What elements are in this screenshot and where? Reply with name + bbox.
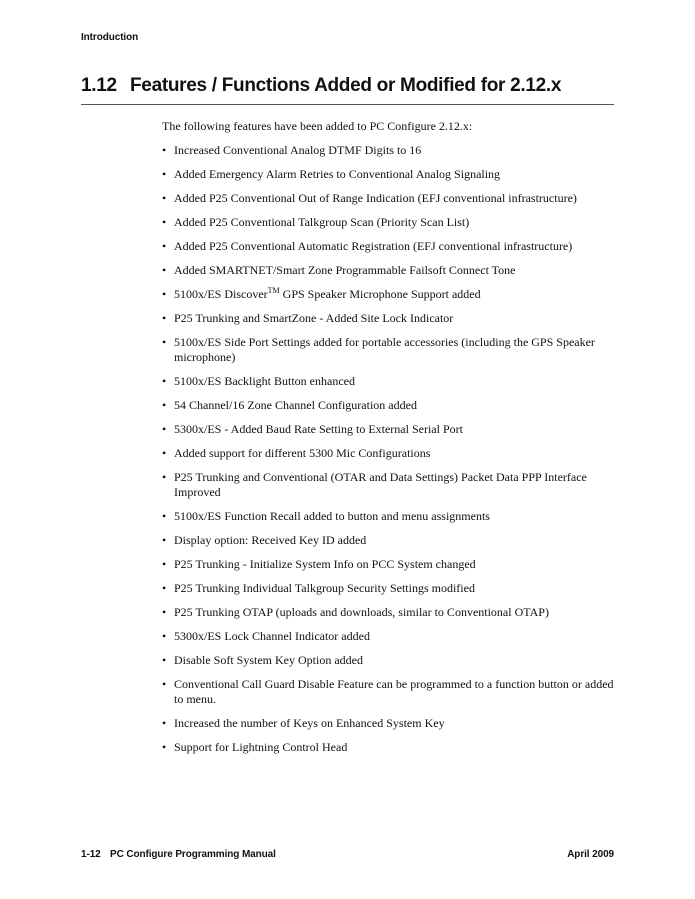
list-item <box>162 716 614 731</box>
list-item-text: P25 Trunking OTAP (uploads and downloads, similar to Conventional OTAP) <box>174 605 549 619</box>
list-item-text: P25 Trunking and Conventional (OTAR and Data Settings) Packet Data PPP Interface Improved <box>174 470 587 499</box>
list-item <box>162 533 614 548</box>
footer-left <box>81 849 276 860</box>
list-item-text-pre: 5100x/ES Discover <box>174 287 268 301</box>
list-item-text: Added P25 Conventional Talkgroup Scan (Priority Scan List) <box>174 215 470 229</box>
feature-list <box>162 143 614 755</box>
bullet-glyph: • <box>162 581 167 595</box>
bullet-glyph: • <box>162 335 167 349</box>
bullet-glyph: • <box>162 167 167 181</box>
bullet-glyph: • <box>162 263 167 277</box>
list-item-text: Added SMARTNET/Smart Zone Programmable Failsoft Connect Tone <box>174 263 516 277</box>
bullet-glyph: • <box>162 446 167 460</box>
section-title: Features / Functions Added or Modified for 2.12.x <box>130 75 562 96</box>
list-item-text: Added P25 Conventional Automatic Registration (EFJ conventional infrastructure) <box>174 239 573 253</box>
list-item-text: Conventional Call Guard Disable Feature can be programmed to a function button or added to menu. <box>174 677 614 706</box>
bullet-glyph: • <box>162 557 167 571</box>
bullet-glyph: • <box>162 311 167 325</box>
list-item-text: Disable Soft System Key Option added <box>174 653 363 667</box>
list-item <box>162 398 614 413</box>
section-body <box>162 119 614 764</box>
list-item-text: 5100x/ES Function Recall added to button and menu assignments <box>174 509 490 523</box>
list-item-text: Increased Conventional Analog DTMF Digits to 16 <box>174 143 422 157</box>
list-item-text: P25 Trunking - Initialize System Info on PCC System changed <box>174 557 476 571</box>
list-item <box>162 143 614 158</box>
list-item-text: P25 Trunking Individual Talkgroup Security Settings modified <box>174 581 475 595</box>
bullet-glyph: • <box>162 422 167 436</box>
heading-rule <box>81 104 614 105</box>
list-item <box>162 422 614 437</box>
running-header: Introduction <box>81 32 139 43</box>
section-heading <box>81 75 614 97</box>
list-item-text: 5300x/ES Lock Channel Indicator added <box>174 629 370 643</box>
list-item-text: 5100x/ES Side Port Settings added for portable accessories (including the GPS Speaker microphone) <box>174 335 595 364</box>
list-item <box>162 191 614 206</box>
bullet-glyph: • <box>162 740 167 754</box>
list-item <box>162 335 614 365</box>
bullet-glyph: • <box>162 509 167 523</box>
list-item <box>162 740 614 755</box>
list-item <box>162 557 614 572</box>
bullet-glyph: • <box>162 716 167 730</box>
list-item-text: P25 Trunking and SmartZone - Added Site Lock Indicator <box>174 311 454 325</box>
bullet-glyph: • <box>162 287 167 301</box>
bullet-glyph: • <box>162 239 167 253</box>
list-item <box>162 287 614 302</box>
bullet-glyph: • <box>162 191 167 205</box>
bullet-glyph: • <box>162 677 167 691</box>
list-item-text: Display option: Received Key ID added <box>174 533 367 547</box>
page-number: 1-12 <box>81 849 101 860</box>
list-item-text: Increased the number of Keys on Enhanced System Key <box>174 716 445 730</box>
list-item-text: 54 Channel/16 Zone Channel Configuration added <box>174 398 417 412</box>
list-item <box>162 374 614 389</box>
list-item <box>162 167 614 182</box>
list-item <box>162 311 614 326</box>
list-item-text: Added P25 Conventional Out of Range Indication (EFJ conventional infrastructure) <box>174 191 577 205</box>
list-item <box>162 605 614 620</box>
list-item-text: Support for Lightning Control Head <box>174 740 348 754</box>
footer-date: April 2009 <box>567 849 614 860</box>
bullet-glyph: • <box>162 398 167 412</box>
list-item <box>162 581 614 596</box>
list-item <box>162 215 614 230</box>
list-item-text: 5300x/ES - Added Baud Rate Setting to External Serial Port <box>174 422 463 436</box>
list-item <box>162 509 614 524</box>
list-item <box>162 446 614 461</box>
bullet-glyph: • <box>162 533 167 547</box>
list-item <box>162 677 614 707</box>
bullet-glyph: • <box>162 605 167 619</box>
list-item-text-post: GPS Speaker Microphone Support added <box>279 287 481 301</box>
list-item-text: Added support for different 5300 Mic Configurations <box>174 446 431 460</box>
list-item <box>162 263 614 278</box>
bullet-glyph: • <box>162 470 167 484</box>
bullet-glyph: • <box>162 215 167 229</box>
list-item <box>162 629 614 644</box>
section-number: 1.12 <box>81 75 117 96</box>
list-item-text: 5100x/ES Backlight Button enhanced <box>174 374 355 388</box>
list-item <box>162 653 614 668</box>
manual-title: PC Configure Programming Manual <box>110 849 276 860</box>
intro-paragraph: The following features have been added to PC Configure 2.12.x: <box>162 119 473 133</box>
list-item <box>162 239 614 254</box>
bullet-glyph: • <box>162 653 167 667</box>
bullet-glyph: • <box>162 629 167 643</box>
bullet-glyph: • <box>162 374 167 388</box>
bullet-glyph: • <box>162 143 167 157</box>
list-item <box>162 470 614 500</box>
list-item-text: Added Emergency Alarm Retries to Conventional Analog Signaling <box>174 167 501 181</box>
trademark-superscript: TM <box>267 286 280 295</box>
